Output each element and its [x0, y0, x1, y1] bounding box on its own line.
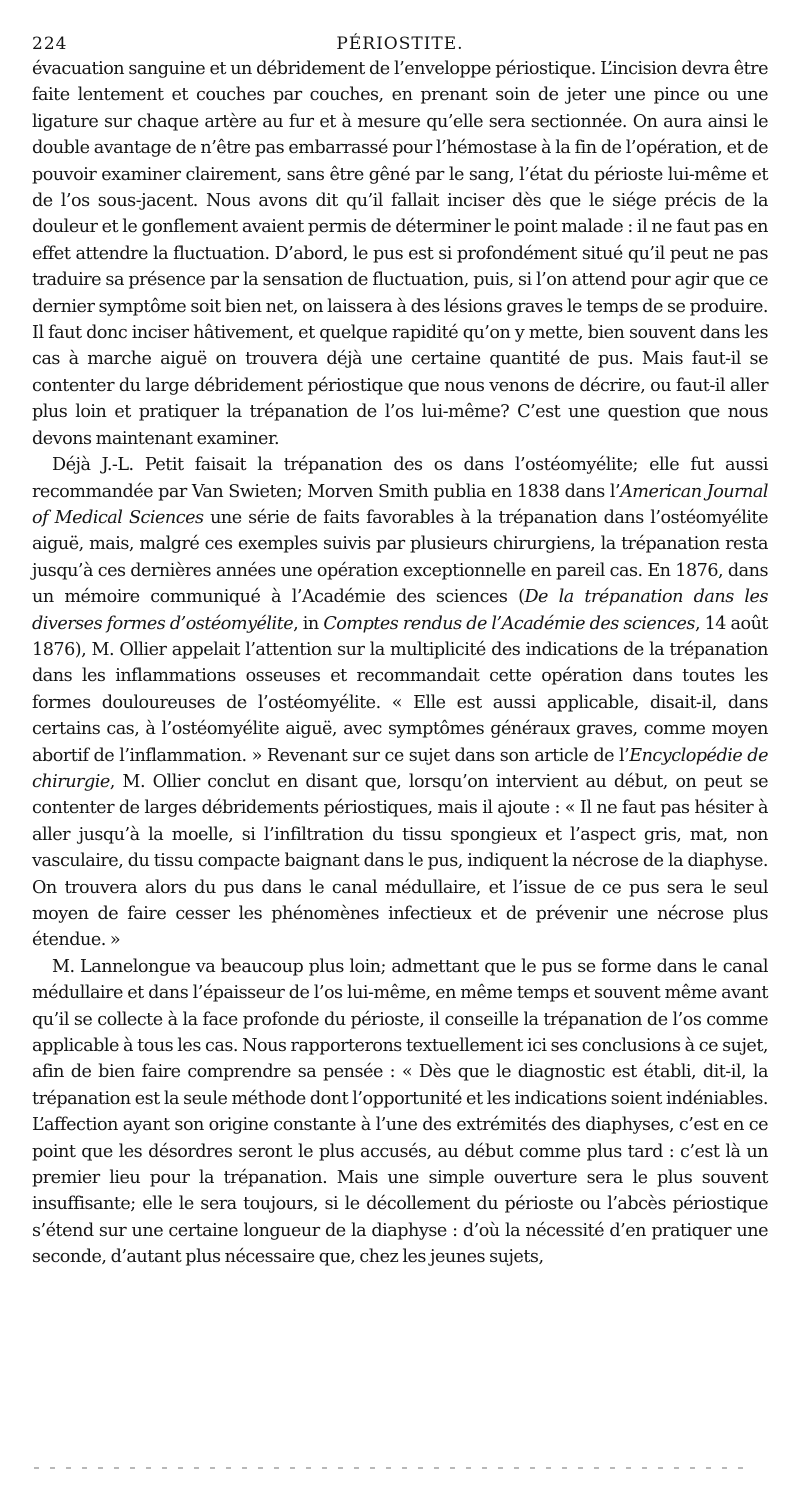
text-segment: évacuation sanguine et un débridement de l’enveloppe périostique. L’incision devra être faite lentement et couches par couches, en prenant soin de jeter une pince ou une ligature sur chaque artère au fur et à mesure qu’elle sera sectionnée. On aura ainsi le double avantage de n’être pas embarrassé pour l’hémostase à la fin de l’opération, et de pouvoir examiner clairement, sans être gêné par le sang, l’état du périoste lui-même et de l’os sous-jacent. Nous avons dit qu’il fallait inciser dès que le siége précis de la douleur et le gonflement avaient permis de déterminer le point malade : il ne faut pas en effet attendre la fluctuation. D’abord, le pus est si profondément situé qu’il peut ne pas traduire sa présence par la sensation de fluctuation, puis, si l’on attend pour agir que ce dernier symptôme soit bien net, on laissera à des lésions graves le temps de se produire. Il faut donc inciser hâtivement, et quelque rapidité qu’on y mette, bien souvent dans les cas à marche aiguë on trouvera déjà une certaine quantité de pus. Mais faut-il se contenter du large débridement périostique que nous venons de décrire, ou faut-il aller plus loin et pratiquer la trépanation de l’os lui-même? C’est une question que nous devons maintenant examiner.	[32, 59, 768, 449]
paragraph-2	[32, 452, 768, 954]
text-segment: , M. Ollier conclut en disant que, lorsqu’on intervient au début, on peut se contenter de larges débridements périostiques, mais il ajoute : « Il ne faut pas hésiter à aller jusqu’à la moelle, si l’infiltration du tissu spongieux et l’aspect gris, mat, non vasculaire, du tissu compacte baignant dans le pus, indiquent la nécrose de la diaphyse. On trouvera alors du pus dans le canal médullaire, et l’issue de ce pus sera le seul moyen de faire cesser les phénomènes infectieux et de prévenir une nécrose plus étendue. »	[32, 771, 768, 951]
text-segment: une série de faits favorables à la trépanation dans l’ostéomyélite aiguë, mais, malgré ces exemples suivis par plusieurs chirurgiens, la trépanation resta jusqu’à ces dernières années une opération exceptionnelle en pareil cas. En 1876, dans un mémoire communiqué à l’Académie des sciences (	[32, 507, 768, 608]
running-title: PÉRIOSTITE.	[336, 34, 464, 54]
text-segment: Déjà J.-L. Petit faisait la trépanation des os dans l’ostéomyélite; elle fut aussi recommandée par Van Swieten; Morven Smith publia en 1838 dans l’	[32, 455, 768, 502]
text-segment: M. Lannelongue va beaucoup plus loin; admettant que le pus se forme dans le canal médullaire et dans l’épaisseur de l’os lui-même, en même temps et souvent même avant qu’il se collecte à la face profonde du périoste, il conseille la trépanation de l’os comme applicable à tous les cas. Nous rapporterons textuellement ici ses conclusions à ce sujet, afin de bien faire comprendre sa pensée : « Dès que le diagnostic est établi, dit-il, la trépanation est la seule méthode dont l’opportunité et les indications soient indéniables. L’affection ayant son origine constante à l’une des extrémités des diaphyses, c’est en ce point que les désordres seront le plus accusés, au début comme plus tard : c’est là un premier lieu pour la trépanation. Mais une simple ouverture sera le plus souvent insuffisante; elle le sera toujours, si le décollement du périoste ou l’abcès périostique s’étend sur une certaine longueur de la diaphyse : d’où la nécessité d’en pratiquer une seconde, d’autant plus nécessaire que, chez les jeunes sujets,	[32, 956, 768, 1268]
memoir-title: De la trépanation dans les diverses formes d’ostéomyélite	[32, 587, 768, 634]
paragraph-3	[32, 954, 768, 1271]
proceedings-title: Comptes rendus de l’Académie des sciences	[323, 613, 695, 634]
page-number: 224	[32, 34, 68, 54]
bottom-bleed-through-line	[34, 1467, 749, 1469]
body-text	[32, 56, 768, 1271]
journal-title: American Journal of Medical Sciences	[32, 481, 768, 528]
book-page	[32, 24, 768, 1271]
text-segment: , 14 août 1876), M. Ollier appelait l’attention sur la multiplicité des indications de la trépanation dans les inflammations osseuses et recommandait cette opération dans toutes les formes douloureuses de l’ostéomyélite. « Elle est aussi applicable, disait-il, dans certains cas, à l’ostéomyélite aiguë, avec symptômes généraux graves, comme moyen abortif de l’inflammation. » Revenant sur ce sujet dans son article de l’	[32, 613, 768, 766]
running-head	[32, 24, 768, 56]
encyclopedia-title: Encyclopédie de chirurgie	[32, 745, 768, 792]
paragraph-1	[32, 56, 768, 452]
text-segment: , in	[293, 613, 324, 634]
